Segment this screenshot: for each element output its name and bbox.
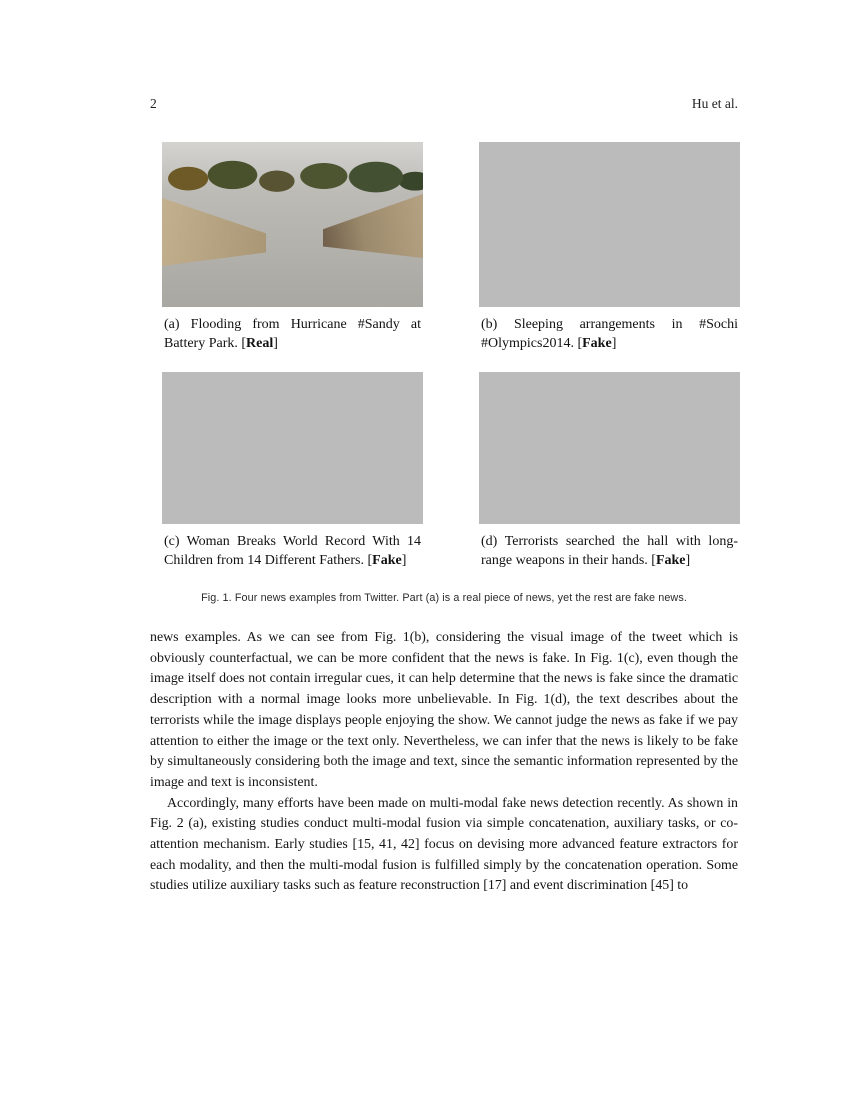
theater-crowd-photo <box>479 372 740 524</box>
caption-c-label: (c) <box>164 534 180 549</box>
caption-b-text: Sleeping arrangements in #Sochi #Olympics2014. <box>481 317 738 351</box>
figure-panel-a <box>162 142 423 353</box>
figure-panel-d <box>479 372 740 570</box>
caption-c-text: Woman Breaks World Record With 14 Children from 14 Different Fathers. <box>164 534 422 568</box>
caption-d-label: (d) <box>481 534 498 549</box>
running-header <box>150 96 738 112</box>
caption-a-verdict: [Real] <box>241 335 278 351</box>
caption-c-verdict: [Fake] <box>367 552 407 568</box>
flood-trees-shape <box>162 150 423 202</box>
body-paragraph-2: Accordingly, many efforts have been made on multi-modal fake news detection recently. As shown in Fig. 2 (a), existing studies conduct multi-modal fusion via simple concatenation, auxiliary tasks, or co-attention mechanism. Early studies [15, 41, 42] focus on devising more advanced feature extractors for each modality, and then the multi-modal fusion is fulfilled simply by the concatenation operation. Some studies utilize auxiliary tasks such as feature reconstruction [17] and event discrimination [45] to <box>150 795 738 894</box>
caption-c <box>164 533 421 570</box>
figure-row-bottom <box>162 372 740 570</box>
figure-caption: Fig. 1. Four news examples from Twitter. Part (a) is a real piece of news, yet the rest are fake news. <box>201 592 687 604</box>
figure-panel-c <box>162 372 423 570</box>
figure-panel-b <box>479 142 740 353</box>
caption-a-label: (a) <box>164 317 180 332</box>
caption-b-verdict: [Fake] <box>577 335 617 351</box>
hospital-family-photo <box>162 372 423 524</box>
body-paragraph-1: news examples. As we can see from Fig. 1(b), considering the visual image of the tweet which is obviously counterfactual, we can be more confident that the news is fake. In Fig. 1(c), even though the image itself does not contain irregular cues, it can help determine that the news is fake since the dramatic description with a normal image looks more unbelievable. In Fig. 1(d), the text describes about the terrorists while the image displays people enjoying the show. We cannot judge the news as fake if we pay attention to either the image or the text only. Nevertheless, we can infer that the news is likely to be fake by simultaneously considering both the image and text, since the semantic information represented by the image and text is inconsistent. <box>150 630 738 790</box>
caption-a-text: Flooding from Hurricane #Sandy at Battery Park. <box>164 317 421 351</box>
body-text <box>150 628 738 897</box>
flooded-street-photo <box>162 142 423 307</box>
caption-a <box>164 316 421 353</box>
caption-b <box>481 316 738 353</box>
caption-d-text: Terrorists searched the hall with long-range weapons in their hands. <box>481 534 738 568</box>
flood-water-shape <box>162 223 423 307</box>
figure-1 <box>162 142 740 570</box>
caption-b-label: (b) <box>481 317 498 332</box>
caption-d-verdict: [Fake] <box>651 552 691 568</box>
bed-on-cliff-photo <box>479 142 740 307</box>
page-number: 2 <box>150 96 157 111</box>
running-author: Hu et al. <box>691 96 738 111</box>
figure-row-top <box>162 142 740 353</box>
caption-d <box>481 533 738 570</box>
